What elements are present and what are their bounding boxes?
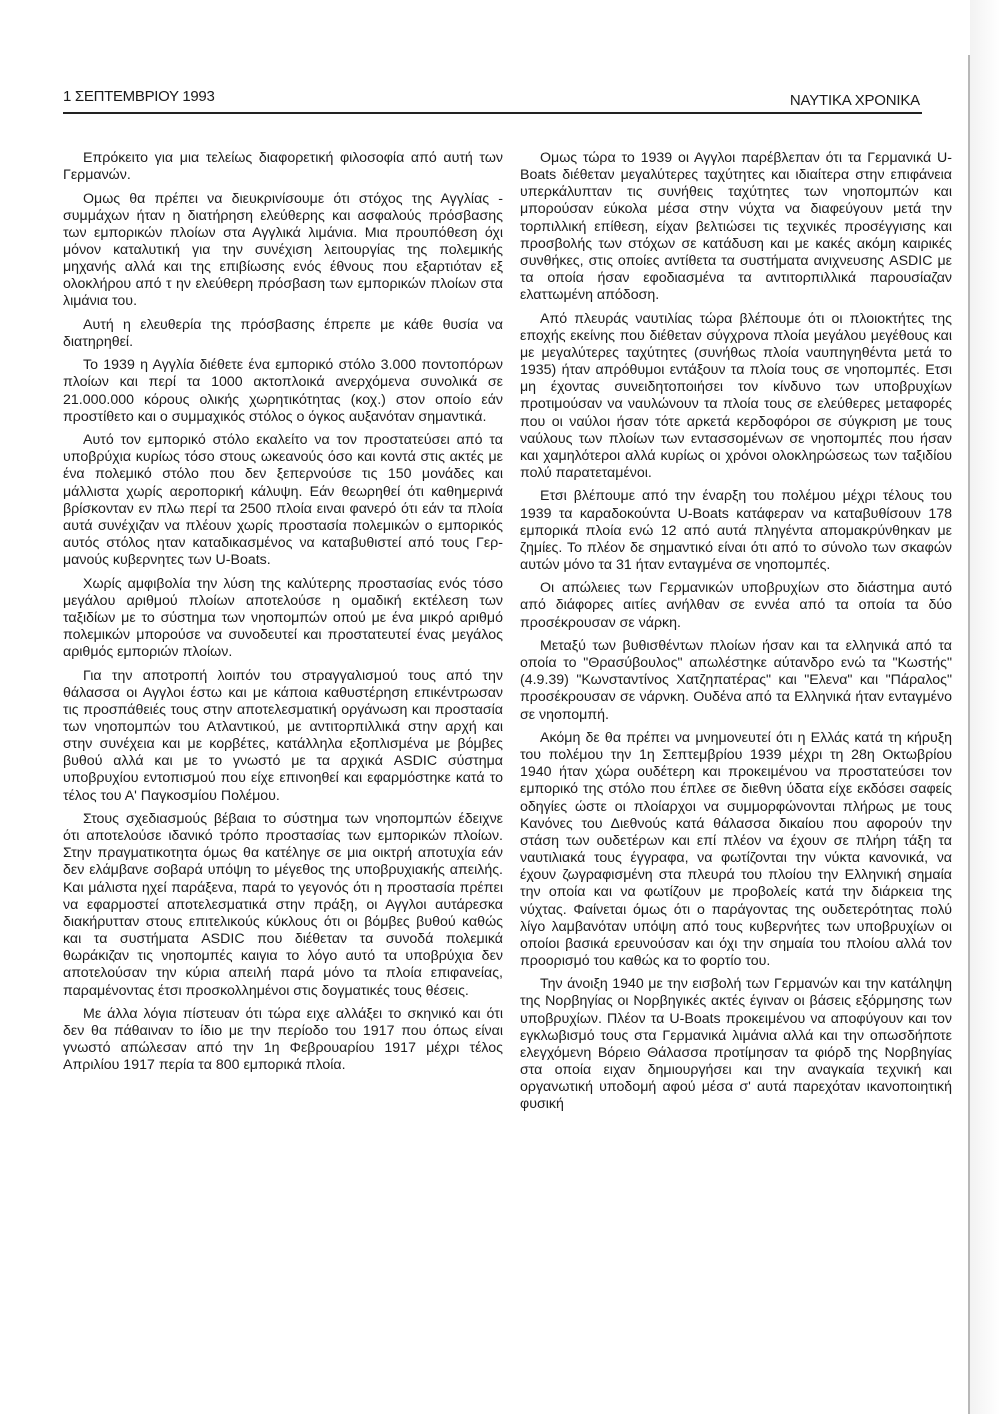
paragraph: Αυτή η ελευθερία της πρόσβασης έπρεπε με κάθε θυσία να διατηρηθεί. bbox=[63, 316, 503, 350]
paragraph: Ομως θα πρέπει να διευκρινίσουμε ότι στόχος της Αγγλίας - συμμάχων ήταν η διατήρηση ελεύθερης και ασφαλούς πρόσβασης των εμπορικών πλοίων στα Αγγλικά λιμάνια. Μια προυπόθεση όχι μόνον καταλυτική για την συνέχιση λειτουργίας της πολεμικής μηχανής αλλά και της επιβίωσης ενός έθνους που εξαρτιόταν εξ ολοκλήρου από τ ην ελεύθερη πρόσβαση των εμπορικών πλοίων στα λιμάνια του. bbox=[63, 190, 503, 310]
paragraph: Στους σχεδιασμούς βέβαια το σύστημα των νηοπομπών έδειχνε ότι αποτελούσε ιδανικό τρόπο προστασίας των εμπορικών πλοίων. Στην πραγματικοτητα όμως θα κατέληγε σε μια οικτρή αποτυχία εάν δεν ελάμβανε σοβαρά υπόψη το μέγεθος της υποβρυχιακής απειλής. Και μάλιστα ηχεί παράξενα, παρά το γεγονός ότι η προστασία πρέπει να εφαρμοστεί αποτελεσματικά στην πράξη, οι Αγγλοι αυτάρεσκα διακήρυτταν στους επιτελικούς κύκλους ότι οι βόμβες βυθού καθώς και τα συστήματα ASDIC που διέθεταν τα συνοδά πολεμικά θωράκιζαν τις νηοπομπές καιγια το λόγο αυτό τα υποβρύχια δεν αποτελούσαν την κύρια απειλή παρά μόνο τα πλοία επιφανείας, παραμένοντας έτσι προσκολλημένοι στις δογματικές τους θέσεις. bbox=[63, 810, 503, 999]
paragraph: Την άνοιξη 1940 με την εισβολή των Γερμανών και την κατάληψη της Νορβηγίας οι Νορβηγικές ακτές έγιναν οι βάσεις εξόρμησης των υποβρυχίων. Πλέον τα U-Boats προκειμένου να αποφύγουν και τον εγκλωβισμό τους στα Γερμανικά λιμάνια αλλά και την οπωσδήποτε ελεγχόμενη Βόρειο Θάλασσα προτίμησαν τα φιόρδ της Νορβηγίας στα οποία ειχαν δημιουργήσει και την αναγκαία τεχνική και οργανωτική υποδομή αφού μέσα σ' αυτά παρεχόταν ικανοποιητική φυσική bbox=[520, 976, 952, 1113]
paragraph: Από πλευράς ναυτιλίας τώρα βλέπουμε ότι οι πλοιοκτήτες της εποχής εκείνης που διέθεταν σύγχρονα πλοία μεγάλου μεγέθους και με μεγαλύτερες ταχύτητες (συνήθως πλοία ναυπηγηθέντα μετά το 1935) ήταν απρόθυμοι εντάξουν τα πλοία τους σε νηοπομπές. Ετσι μη έχοντας συνειδητοποιήσει τον κίνδυνο των υποβρυχίων προτιμούσαν να ναυλώνουν τα πλοία τους σε ελεύθερες μεταφορές που οι ναύλοι ήσαν τότε αρκετά κερδοφόροι σε σύγκριση με τους ναύλους των πλοίων των εντασσομένων σε νηοπομπές που ήσαν και χαμηλότεροι αλλά κυρίως οι χρόνοι ολοκληρώσεως των ταξιδίου πολύ παρατεταμένοι. bbox=[520, 310, 952, 481]
paragraph: Ετσι βλέπουμε από την έναρξη του πολέμου μέχρι τέλους του 1939 τα καραδοκούντα U-Boats κατάφεραν να καταβυθίσουν 178 εμπορικά πλοία ενώ 12 από αυτά πληγέντα απομακρύνθηκαν με ζημίες. Το πλέον δε σημαντικό είναι ότι από το σύνολο των σκαφών αυτών μόνο τα 31 ήταν ενταγμένα σε νηοπομπές. bbox=[520, 488, 952, 573]
paragraph: Χωρίς αμφιβολία την λύση της καλύτερης προστασίας ενός τόσο μεγάλου αριθμού πλοίων αποτελούσε η ομαδική εκτέλεση των ταξιδίων με το σύστημα των νηοπομπών οπού με ένα μικρό αριθμό πολεμικών μπορούσε να συνοδευτεί και προστατευτεί ένας μεγάλος αριθμός εμποριών πλοίων. bbox=[63, 575, 503, 661]
article-column-right bbox=[520, 150, 952, 1120]
paragraph: Αυτό τον εμπορικό στόλο εκαλείτο να τον προστατεύσει από τα υποβρύχια κυρίως τόσο στους ωκεανούς όσο και κοντά στις ακτές με ένα πολεμικό στόλο που δεν ξεπερνούσε τις 150 μονάδες και μάλλιστα χωρίς αεροπορική κάλυψη. Εάν θεωρηθεί ότι καθημερινά βρίσκονταν εν πλω περί τα 2500 πλοία ειναι φανερό ότι εάν τα πλοία αυτά συνέχιζαν να πλέουν χωρίς προστασία πολεμικών ο εμπορικός αυτός στόλος ηταν καταδικασμένος να καταβυθιστεί από τους Γερμανούς κυβερνητες των U-Boats. bbox=[63, 432, 503, 569]
paragraph: Οι απώλειες των Γερμανικών υποβρυχίων στο διάστημα αυτό από διάφορες αιτίες ανήλθαν σε εννέα από τα οποία τα δύο προσέκρουσαν σε νάρκη. bbox=[520, 580, 952, 631]
publication-title: ΝΑΥΤΙΚΑ ΧΡΟΝΙΚΑ bbox=[789, 92, 920, 109]
paragraph: Με άλλα λόγια πίστευαν ότι τώρα ειχε αλλάξει το σκηνικό και ότι δεν θα πάθαιναν το ίδιο με την περίοδο του 1917 που όπως είναι γνωστό απώλεσαν από την 1η Φεβρουαρίου 1917 μέχρι τέλος Απριλίου 1917 περία τα 800 εμπορικά πλοία. bbox=[63, 1005, 503, 1074]
paragraph: Για την αποτροπή λοιπόν του στραγγαλισμού τους από την θάλασσα οι Αγγλοι έστω και με κάποια καθυστέρηση επικέντρωσαν τις προσπάθειές τους στην αποτελεσματική οργάνωση και προστασία των νηοπομπών του Ατλαντικού, με αντιτορπιλλικά στην αρχή και στην συνέχεια και με κορβέτες, κατάλληλα εξοπλισμένα με βόμβες βυθού αλλά και με το γνωστό με τα αρχικά ASDIC σύστημα υποβρυχίου εντοπισμού που είχε επινοηθεί και εφαρμόστηκε κατά το τέλος του Α' Παγκοσμίου Πολέμου. bbox=[63, 667, 503, 804]
paragraph: Επρόκειτο για μια τελείως διαφορετική φιλοσοφία από αυτή των Γερμανών. bbox=[63, 150, 503, 184]
header-divider bbox=[63, 112, 922, 114]
article-column-left bbox=[63, 150, 503, 1081]
issue-date: 1 ΣΕΠΤΕΜΒΡΙΟΥ 1993 bbox=[63, 88, 215, 105]
paragraph: Μεταξύ των βυθισθέντων πλοίων ήσαν και τα ελληνικά από τα οποία το "Θρασύβουλος" απωλέστηκε αύτανδρο ενώ τα "Κωστής" (4.9.39) "Κωνσταντίνος Χατζηπατέρας" και "Ελενα" και "Πάραλος" προσέκρουσαν σε νάρνκη. Ουδένα από τα Ελληνικά ήταν ενταγμένο σε νηοπομπή. bbox=[520, 637, 952, 723]
paragraph: Ακόμη δε θα πρέπει να μνημονευτεί ότι η Ελλάς κατά τη κήρυξη του πολέμου την 1η Σεπτεμβρίου 1939 μέχρι τη 28η Οκτωβρίου 1940 ήταν χώρα ουδέτερη και προκειμένου να προστατεύσει τον εμπορικό της στόλο που έπλεε σε διεθνη ύδατα είχε εκδόσει σαφείς οδηγίες ώστε οι πλοίαρχοι να συμμορφώνονται πλήρως με τους Κανόνες του Διεθνούς κατά θάλασσα δικαίου που αφορούν την στάση των ουδετέρων και επί πλέον να έχουν σε πλήρη τάξη τα ναυτιλιακά τους έγγραφα, να φωτίζονται την νύκτα κανονικά, να έχουν ζωγραφισμένη στα πλευρά του πλοίου την Ελληνική σημαία την οποία και να φωτίζουν με προβολείς κατά την διάρκεια της νύχτας. Φαίνεται όμως ότι ο παράγοντας της ουδετερότητας πολύ λίγο λαμβανόταν υπόψη από τους κυβερνήτες των υποβρυχίων οι οποίοι βασικά ερευνούσαν και όχι την σημαία του πλοίου αλλά τον προορισμό του καθώς κα το φορτίο του. bbox=[520, 729, 952, 969]
paragraph: Ομως τώρα το 1939 οι Αγγλοι παρέβλεπαν ότι τα Γερμανικά U-Boats διέθεταν μεγαλύτερες ταχύτητες και ιδιαίτερα στην επιφάνεια υπερκάλυπταν τις συνήθεις ταχύτητες των νηοπομπών και μπορούσαν εύκολα μέσα στην νύχτα να διαφεύγουν μετά την τορπιλλική επίθεση, είχαν βελτιώσει τις τεχνικές προσέγγισης και προσβολής των στόχων σε κατάδυση και με κακές ακόμη καιρικές συνθήκες, στις οποίες αντίθετα τα συστήματα ανιχνευσης ASDIC με τα οποία ήσαν εφοδιασμένα τα αντιτορπιλλικά παρουσίαζαν ελαττωμένη απόδοση. bbox=[520, 150, 952, 304]
page-header bbox=[63, 88, 920, 112]
page-edge-line bbox=[968, 55, 970, 1414]
page-edge-shadow bbox=[970, 0, 1000, 1414]
paragraph: Το 1939 η Αγγλία διέθετε ένα εμπορικό στόλο 3.000 ποντοπόρων πλοίων και περί τα 1000 ακτοπλοικά ανερχόμενα συνολικά σε 21.000.000 κόρους ολικής χωρητικότητας (κοχ.) στον οποίο εάν προστίθετο και ο συμμαχικός στόλος ο όγκος αυξανόταν σημαντικά. bbox=[63, 357, 503, 425]
